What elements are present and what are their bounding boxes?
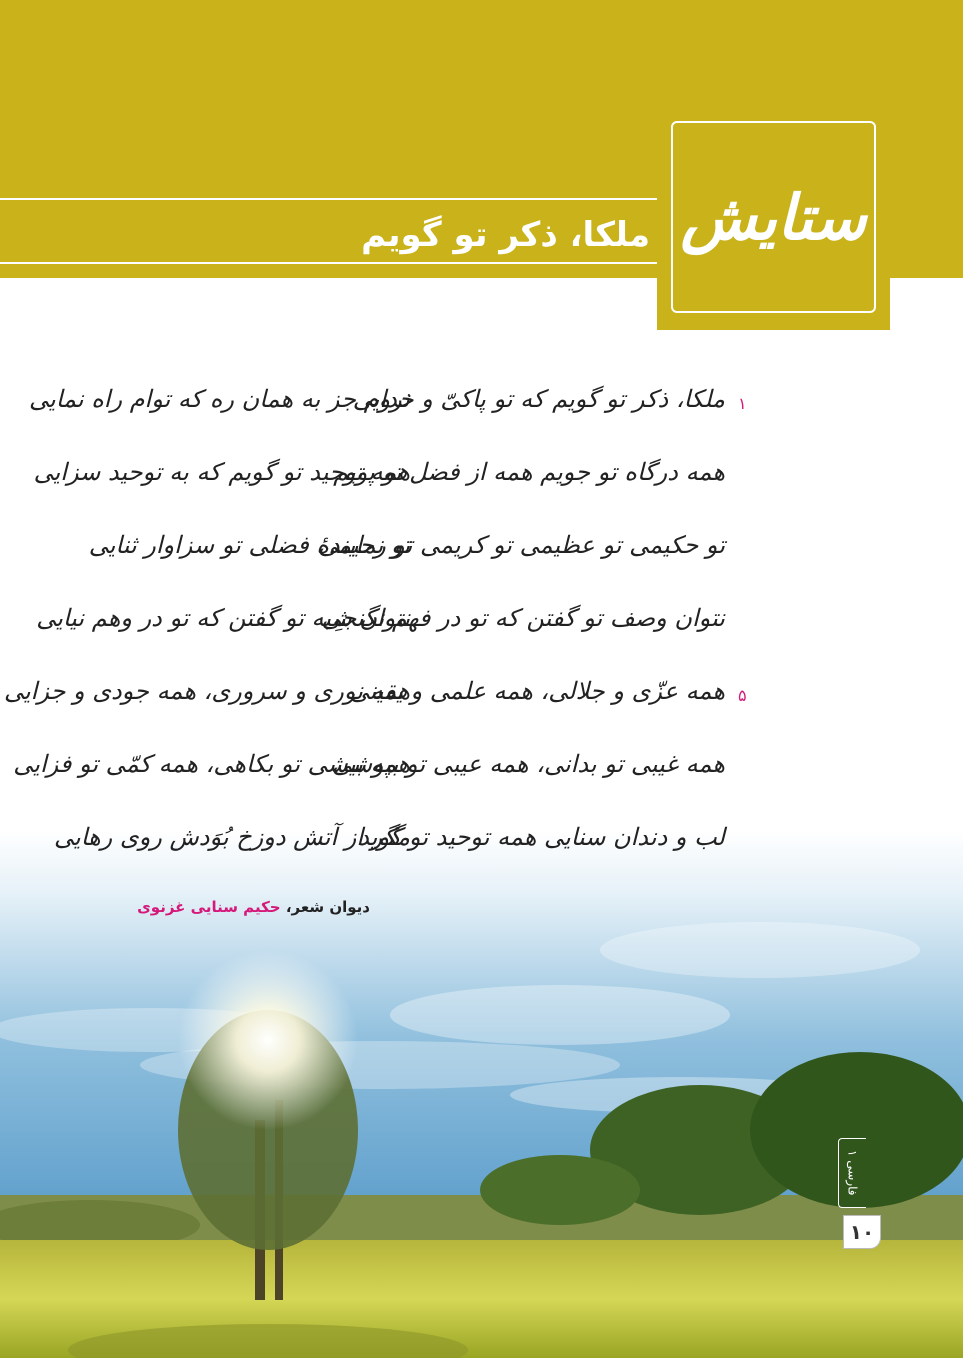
verse-left-2: همه توحید تو گویم که به توحید سزایی	[33, 458, 410, 486]
verse-left-7: مگر از آتش دوزخ بُوَدش روی رهایی	[54, 823, 410, 851]
verse-left-5: همه نوری و سروری، همه جودی و جزایی	[3, 677, 410, 705]
verse-number: ۵	[738, 686, 747, 705]
verse-left-3: تو نمایندهٔ فضلی تو سزاوار ثنایی	[88, 531, 410, 559]
verse-right-7: لب و دندان سنایی همه توحید تو گوید	[358, 823, 725, 851]
source-label: دیوان شعر،	[285, 898, 370, 916]
book-tab	[838, 1138, 866, 1208]
page-number: ۱۰	[844, 1216, 880, 1248]
verse-right-1: ملکا، ذکر تو گویم که تو پاکیّ و خدایی	[352, 385, 725, 413]
verse-right-4: نتوان وصف تو گفتن که تو در فهم نگنجی	[321, 604, 725, 632]
poem-source	[137, 898, 370, 916]
verse-left-6: همه بیشی تو بکاهی، همه کمّی تو فزایی	[13, 750, 410, 778]
title-frame	[671, 121, 876, 313]
header-divider-top	[0, 198, 670, 200]
verse-right-3: تو حکیمی تو عظیمی تو کریمی تو رحیمی	[318, 531, 725, 559]
verse-number: ۱	[738, 394, 747, 413]
verse-left-4: نتوان شِبه تو گفتن که تو در وهم نیایی	[36, 604, 410, 632]
verse-left-1: نروم جز به همان ره که توام راه نمایی	[29, 385, 410, 413]
verse-right-2: همه درگاه تو جویم همه از فضل تو پویم	[333, 458, 725, 486]
lesson-title: ستایش	[680, 180, 867, 254]
book-tab-label: فارسی ۱	[845, 1150, 860, 1196]
lesson-subtitle: ملکا، ذکر تو گویم	[361, 215, 650, 255]
verse-right-5: همه عزّی و جلالی، همه علمی و یقینی	[349, 677, 725, 705]
verse-right-6: همه غیبی تو بدانی، همه عیبی تو بپوشی	[331, 750, 725, 778]
source-author: حکیم سنایی غزنوی	[137, 898, 281, 916]
